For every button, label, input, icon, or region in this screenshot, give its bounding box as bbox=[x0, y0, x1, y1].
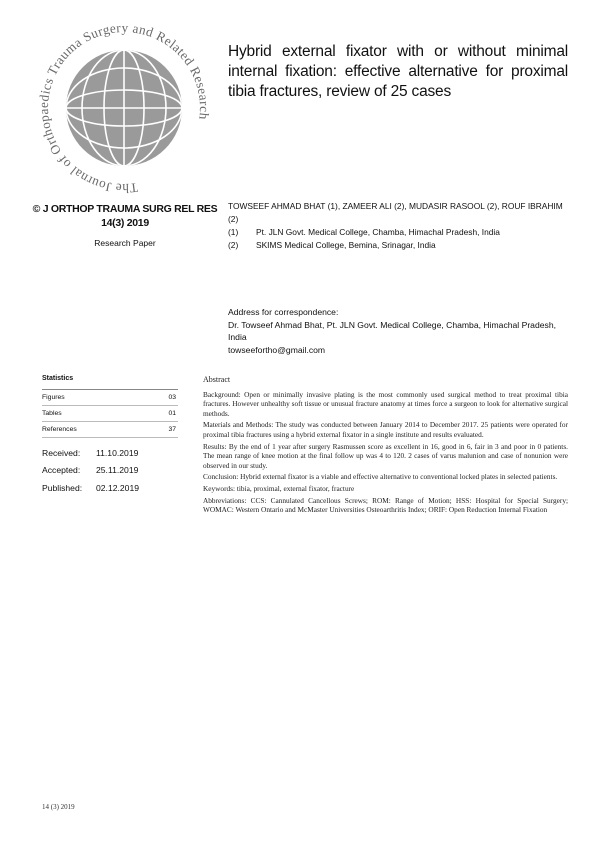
abstract-title: Abstract bbox=[203, 375, 231, 384]
logo-ring-text: The Journal of Ortho ics Trauma Surgery and Related Rese bbox=[38, 22, 210, 194]
abstract-section bbox=[203, 375, 568, 517]
paper-type: Research Paper bbox=[94, 238, 156, 248]
date-label: Accepted: bbox=[42, 465, 81, 476]
stat-row bbox=[42, 406, 178, 422]
journal-volume: 14(3) 2019 bbox=[101, 217, 149, 229]
abstract-background: Background: Open or minimally invasive plating is the most commonly used surgical method to treat proximal tibia fractures. However unhealthy soft tissue or unusual fracture anatomy at times force a surgeon to look for alternative surgical methods. bbox=[203, 389, 568, 418]
date-value: 25.11.2019 bbox=[96, 465, 139, 476]
affiliation-number: (1) bbox=[228, 227, 239, 237]
date-label: Received: bbox=[42, 447, 81, 458]
statistics-panel bbox=[42, 375, 178, 497]
article-title: Hybrid external fixator with or without minimal internal fixation: effective alternative for proximal tibia fractures, review of 25 cases bbox=[228, 43, 568, 100]
affiliation-number: (2) bbox=[228, 240, 239, 250]
journal-logo bbox=[38, 22, 210, 194]
affiliation-text: SKIMS Medical College, Bemina, Srinagar, India bbox=[256, 240, 436, 250]
stat-row bbox=[42, 422, 178, 438]
stat-label: Figures bbox=[42, 393, 65, 401]
authors-block bbox=[228, 200, 573, 252]
stat-value: 37 bbox=[168, 425, 176, 433]
dates-list bbox=[42, 444, 178, 497]
date-row bbox=[42, 462, 178, 480]
author-names: TOWSEEF AHMAD BHAT (1), ZAMEER ALI (2), MUDASIR RASOOL (2), ROUF IBRAHIM (2) bbox=[228, 201, 563, 224]
affiliation-row bbox=[228, 239, 573, 252]
journal-citation bbox=[30, 202, 220, 230]
abstract-conclusion: Conclusion: Hybrid external fixator is a viable and effective alternative to conventional locked plates in selected patients. bbox=[203, 472, 558, 482]
date-row bbox=[42, 444, 178, 462]
date-row bbox=[42, 479, 178, 497]
abstract-abbreviations: Abbreviations: CCS: Cannulated Cancellous Screws; ROM: Range of Motion; HSS: Hospital for Special Surgery; WOMAC: Western Ontario and McMaster Universities Osteoarthritis Index; ORIF: Open Reduction Internal Fixation bbox=[203, 495, 568, 515]
affiliation-row bbox=[228, 226, 573, 239]
stat-value: 01 bbox=[168, 409, 176, 417]
abstract-keywords: Keywords: tibia, proximal, external fixator, fracture bbox=[203, 483, 355, 493]
statistics-title: Statistics bbox=[42, 375, 178, 390]
correspondence-block bbox=[228, 306, 573, 356]
correspondence-label: Address for correspondence: bbox=[228, 307, 339, 317]
stat-row bbox=[42, 390, 178, 406]
page-footer: 14 (3) 2019 bbox=[42, 803, 75, 811]
stat-value: 03 bbox=[168, 393, 176, 401]
stat-label: Tables bbox=[42, 409, 62, 417]
abstract-results: Results: By the end of 1 year after surgery Rasmussen score as excellent in 16, good in 6, fair in 3 and poor in 0 patients. The mean range of knee motion at the final follow up was 4 to 120. 2 cases of varus malunion and case of nonunion were observed in our study. bbox=[203, 441, 568, 470]
globe-icon bbox=[38, 22, 210, 194]
correspondence-address: Dr. Towseef Ahmad Bhat, Pt. JLN Govt. Medical College, Chamba, Himachal Pradesh, India bbox=[228, 319, 556, 342]
stat-label: References bbox=[42, 425, 77, 433]
abstract-methods: Materials and Methods: The study was conducted between January 2014 to December 2017. 25 patients were operated for proximal tibia fractures using a hybrid external fixator in a single institute and results evaluated. bbox=[203, 420, 568, 439]
date-label: Published: bbox=[42, 482, 83, 493]
date-value: 11.10.2019 bbox=[96, 447, 139, 458]
correspondence-email[interactable]: towseefortho@gmail.com bbox=[228, 344, 326, 355]
journal-name: © J ORTHOP TRAUMA SURG REL RES bbox=[32, 203, 218, 215]
date-value: 02.12.2019 bbox=[96, 482, 140, 493]
affiliation-text: Pt. JLN Govt. Medical College, Chamba, Himachal Pradesh, India bbox=[256, 227, 500, 237]
